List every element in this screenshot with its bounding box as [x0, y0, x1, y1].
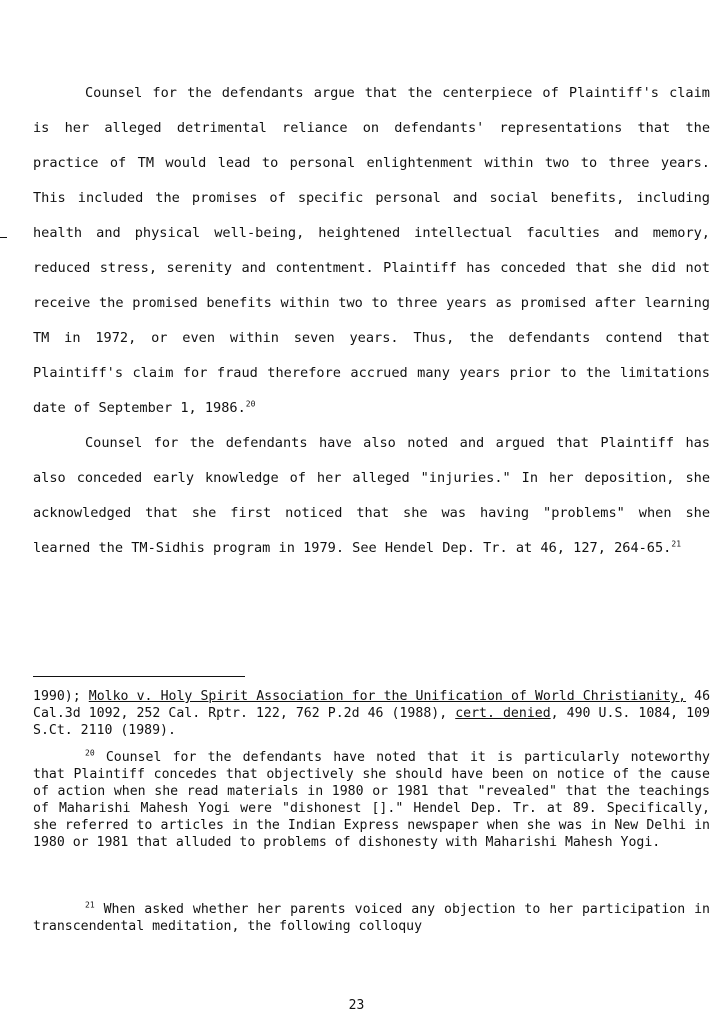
footnote-continued-lead: 1990);	[33, 689, 89, 704]
footnote-continued	[33, 688, 710, 739]
footnote-21-number: 21	[85, 900, 95, 910]
case-citation-molko: Molko v. Holy Spirit Association for the Unification of World Christianity,	[88, 689, 687, 704]
footnote-20-text: Counsel for the defendants have noted that it is particularly noteworthy that Plaintiff concedes that objectively she should have been on notice of the cause of action when she read materials in 1980 or 1981 that "revealed" that the teachings of Maharishi Mahesh Yogi were "dishonest []." Hendel Dep. Tr. at 89. Specifically, she referred to articles in the Indian Express newspaper when she was in New Delhi in 1980 or 1981 that alluded to problems of dishonesty with Maharishi Mahesh Yogi.	[33, 750, 710, 850]
footnote-21-text: When asked whether her parents voiced any objection to her participation in transcendental meditation, the following colloquy	[33, 902, 710, 934]
footnote-divider	[33, 676, 245, 677]
footnote-20-number: 20	[85, 748, 95, 758]
paragraph-early-knowledge-text: Counsel for the defendants have also noted and argued that Plaintiff has also conceded early knowledge of her alleged "injuries." In her deposition, she acknowledged that she first noticed that she was having "problems" when she learned the TM-Sidhis program in 1979. See Hendel Dep. Tr. at 46, 127, 264-65.	[33, 435, 710, 556]
body-text	[33, 76, 710, 566]
footnote-continued-reporter: 46 Cal.3d 1092, 252 Cal. Rptr. 122, 762 P.2d 46 (1988),	[33, 689, 711, 721]
paragraph-accrual-text: Counsel for the defendants argue that the centerpiece of Plaintiff's claim is her alleged detrimental reliance on defendants' representations that the practice of TM would lead to personal enlightenment within two to three years. This included the promises of specific personal and social benefits, including health and physical well-being, heightened intellectual faculties and memory, reduced stress, serenity and contentment. Plaintiff has conceded that she did not receive the promised benefits within two to three years as promised after learning TM in 1972, or even within seven years. Thus, the defendants contend that Plaintiff's claim for fraud therefore accrued many years prior to the limitations date of September 1, 1986.	[33, 85, 710, 416]
footnote-21	[33, 901, 710, 935]
page-number: 23	[348, 998, 365, 1013]
margin-mark	[0, 237, 7, 238]
footnotes	[33, 688, 710, 935]
paragraph-early-knowledge	[33, 426, 710, 566]
cert-denied: cert. denied	[455, 706, 551, 721]
footnote-ref-21: 21	[671, 539, 682, 549]
footnote-20	[33, 749, 710, 851]
footnote-continued-tail: , 490 U.S. 1084, 109 S.Ct. 2110 (1989).	[33, 706, 710, 738]
footnote-ref-20: 20	[245, 399, 256, 409]
paragraph-accrual	[33, 76, 710, 426]
